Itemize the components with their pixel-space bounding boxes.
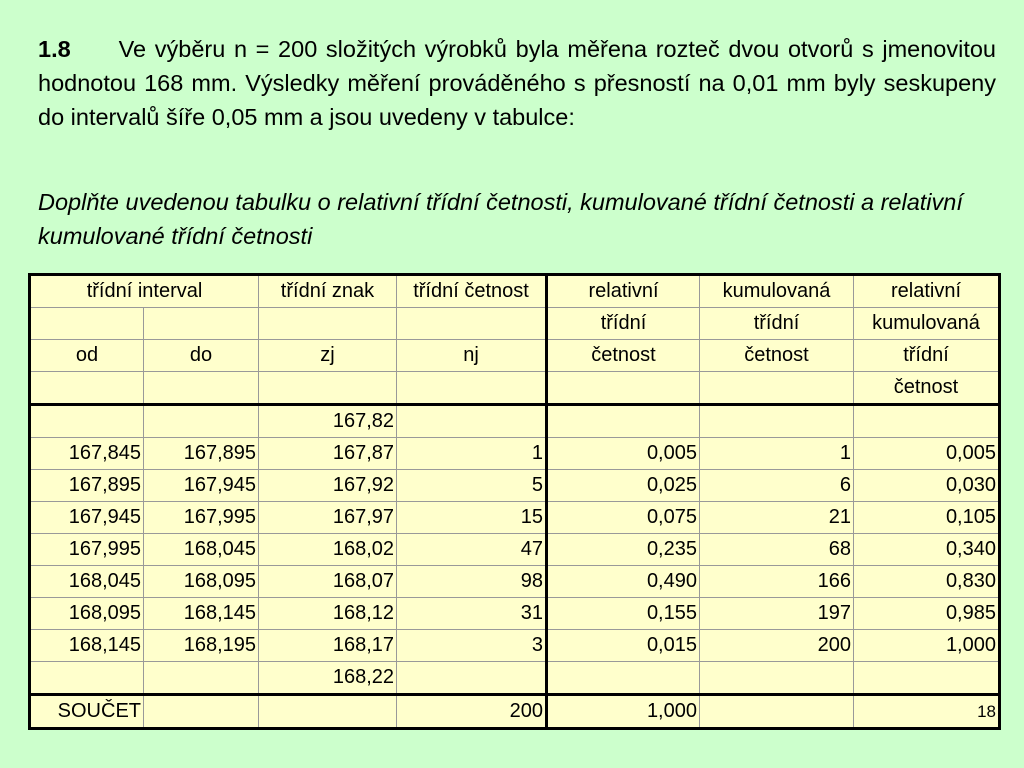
table-row <box>30 502 1000 534</box>
cell-od: 167,995 <box>30 534 144 566</box>
cell-rel <box>547 405 700 438</box>
cell-nj <box>397 405 547 438</box>
cell-zj: 168,22 <box>259 662 397 695</box>
cell-od: 168,095 <box>30 598 144 630</box>
cell-od: 167,845 <box>30 438 144 470</box>
cell-do: 167,995 <box>144 502 259 534</box>
table-row <box>30 630 1000 662</box>
cell-nj: 1 <box>397 438 547 470</box>
cell-od: 167,945 <box>30 502 144 534</box>
sum-rel: 1,000 <box>547 695 700 729</box>
header-class-mark: třídní znak <box>259 275 397 308</box>
header-relative-1: relativní <box>547 275 700 308</box>
cell-od <box>30 662 144 695</box>
header-row-2 <box>30 308 1000 340</box>
cell-rel: 0,015 <box>547 630 700 662</box>
cell-relkum: 0,985 <box>854 598 1000 630</box>
cell-rel: 0,075 <box>547 502 700 534</box>
cell-relkum <box>854 405 1000 438</box>
frequency-table <box>28 273 1001 730</box>
cell-zj: 168,02 <box>259 534 397 566</box>
cell-kum: 6 <box>700 470 854 502</box>
cell-rel: 0,235 <box>547 534 700 566</box>
cell-kum: 68 <box>700 534 854 566</box>
sum-label: SOUČET <box>30 695 144 729</box>
cell-relkum: 0,105 <box>854 502 1000 534</box>
cell-nj: 47 <box>397 534 547 566</box>
cell-nj <box>397 662 547 695</box>
cell-rel: 0,155 <box>547 598 700 630</box>
cell-zj: 168,12 <box>259 598 397 630</box>
sum-row <box>30 695 1000 729</box>
page-number: 18 <box>854 695 1000 729</box>
cell-relkum: 0,830 <box>854 566 1000 598</box>
cell-kum <box>700 405 854 438</box>
cell-od: 168,145 <box>30 630 144 662</box>
cell-do: 168,095 <box>144 566 259 598</box>
table-row <box>30 470 1000 502</box>
cell-nj: 5 <box>397 470 547 502</box>
header-cell-empty <box>547 372 700 405</box>
header-cell-empty <box>700 372 854 405</box>
header-relative-3: četnost <box>547 340 700 372</box>
cell-do: 168,145 <box>144 598 259 630</box>
problem-text: Ve výběru n = 200 složitých výrobků byla měřena rozteč dvou otvorů s jmenovitou hodnotou 168 mm. Výsledky měření prováděného s přesností na 0,01 mm byly seskupeny do intervalů šíře 0,05 mm a jsou uvedeny v tabulce: <box>38 36 996 130</box>
cell-rel: 0,025 <box>547 470 700 502</box>
header-od: od <box>30 340 144 372</box>
cell-relkum: 0,005 <box>854 438 1000 470</box>
header-relative-2: třídní <box>547 308 700 340</box>
cell-do: 168,195 <box>144 630 259 662</box>
task-instruction: Doplňte uvedenou tabulku o relativní třídní četnosti, kumulované třídní četnosti a relativní kumulované třídní četnosti <box>38 189 963 249</box>
header-cumulative-3: četnost <box>700 340 854 372</box>
table-row <box>30 662 1000 695</box>
header-cell-empty <box>144 308 259 340</box>
header-do: do <box>144 340 259 372</box>
cell-zj: 168,07 <box>259 566 397 598</box>
cell-do: 167,895 <box>144 438 259 470</box>
header-row-3 <box>30 340 1000 372</box>
cell-zj: 167,87 <box>259 438 397 470</box>
cell-rel: 0,490 <box>547 566 700 598</box>
cell-rel: 0,005 <box>547 438 700 470</box>
header-cell-empty <box>397 372 547 405</box>
cell-nj: 98 <box>397 566 547 598</box>
cell-zj: 168,17 <box>259 630 397 662</box>
cell-relkum: 1,000 <box>854 630 1000 662</box>
header-cell-empty <box>259 308 397 340</box>
cell-kum: 21 <box>700 502 854 534</box>
cell-od: 167,895 <box>30 470 144 502</box>
table-row <box>30 405 1000 438</box>
cell-do: 167,945 <box>144 470 259 502</box>
header-relative-cumulative-3: třídní <box>854 340 1000 372</box>
cell-do: 168,045 <box>144 534 259 566</box>
cell-nj: 31 <box>397 598 547 630</box>
cell-od <box>30 405 144 438</box>
cell-nj: 15 <box>397 502 547 534</box>
cell-relkum <box>854 662 1000 695</box>
header-nj: nj <box>397 340 547 372</box>
table-row <box>30 534 1000 566</box>
sum-cell-empty <box>700 695 854 729</box>
header-class-interval: třídní interval <box>30 275 259 308</box>
cell-do <box>144 662 259 695</box>
problem-statement <box>38 32 996 134</box>
header-cumulative-1: kumulovaná <box>700 275 854 308</box>
sum-cell-empty <box>144 695 259 729</box>
sum-cell-empty <box>259 695 397 729</box>
header-relative-cumulative-2: kumulovaná <box>854 308 1000 340</box>
header-row-1 <box>30 275 1000 308</box>
header-cell-empty <box>259 372 397 405</box>
cell-zj: 167,97 <box>259 502 397 534</box>
cell-kum <box>700 662 854 695</box>
cell-od: 168,045 <box>30 566 144 598</box>
cell-kum: 200 <box>700 630 854 662</box>
header-cell-empty <box>30 308 144 340</box>
header-row-4 <box>30 372 1000 405</box>
cell-kum: 166 <box>700 566 854 598</box>
table-row <box>30 438 1000 470</box>
cell-nj: 3 <box>397 630 547 662</box>
cell-rel <box>547 662 700 695</box>
header-cumulative-2: třídní <box>700 308 854 340</box>
table-row <box>30 566 1000 598</box>
table-row <box>30 598 1000 630</box>
header-cell-empty <box>397 308 547 340</box>
problem-number: 1.8 <box>38 36 71 62</box>
cell-kum: 1 <box>700 438 854 470</box>
header-cell-empty <box>30 372 144 405</box>
cell-relkum: 0,340 <box>854 534 1000 566</box>
sum-nj: 200 <box>397 695 547 729</box>
header-relative-cumulative-4: četnost <box>854 372 1000 405</box>
header-class-frequency: třídní četnost <box>397 275 547 308</box>
cell-zj: 167,92 <box>259 470 397 502</box>
cell-zj: 167,82 <box>259 405 397 438</box>
cell-do <box>144 405 259 438</box>
header-cell-empty <box>144 372 259 405</box>
cell-kum: 197 <box>700 598 854 630</box>
cell-relkum: 0,030 <box>854 470 1000 502</box>
header-zj: zj <box>259 340 397 372</box>
header-relative-cumulative-1: relativní <box>854 275 1000 308</box>
